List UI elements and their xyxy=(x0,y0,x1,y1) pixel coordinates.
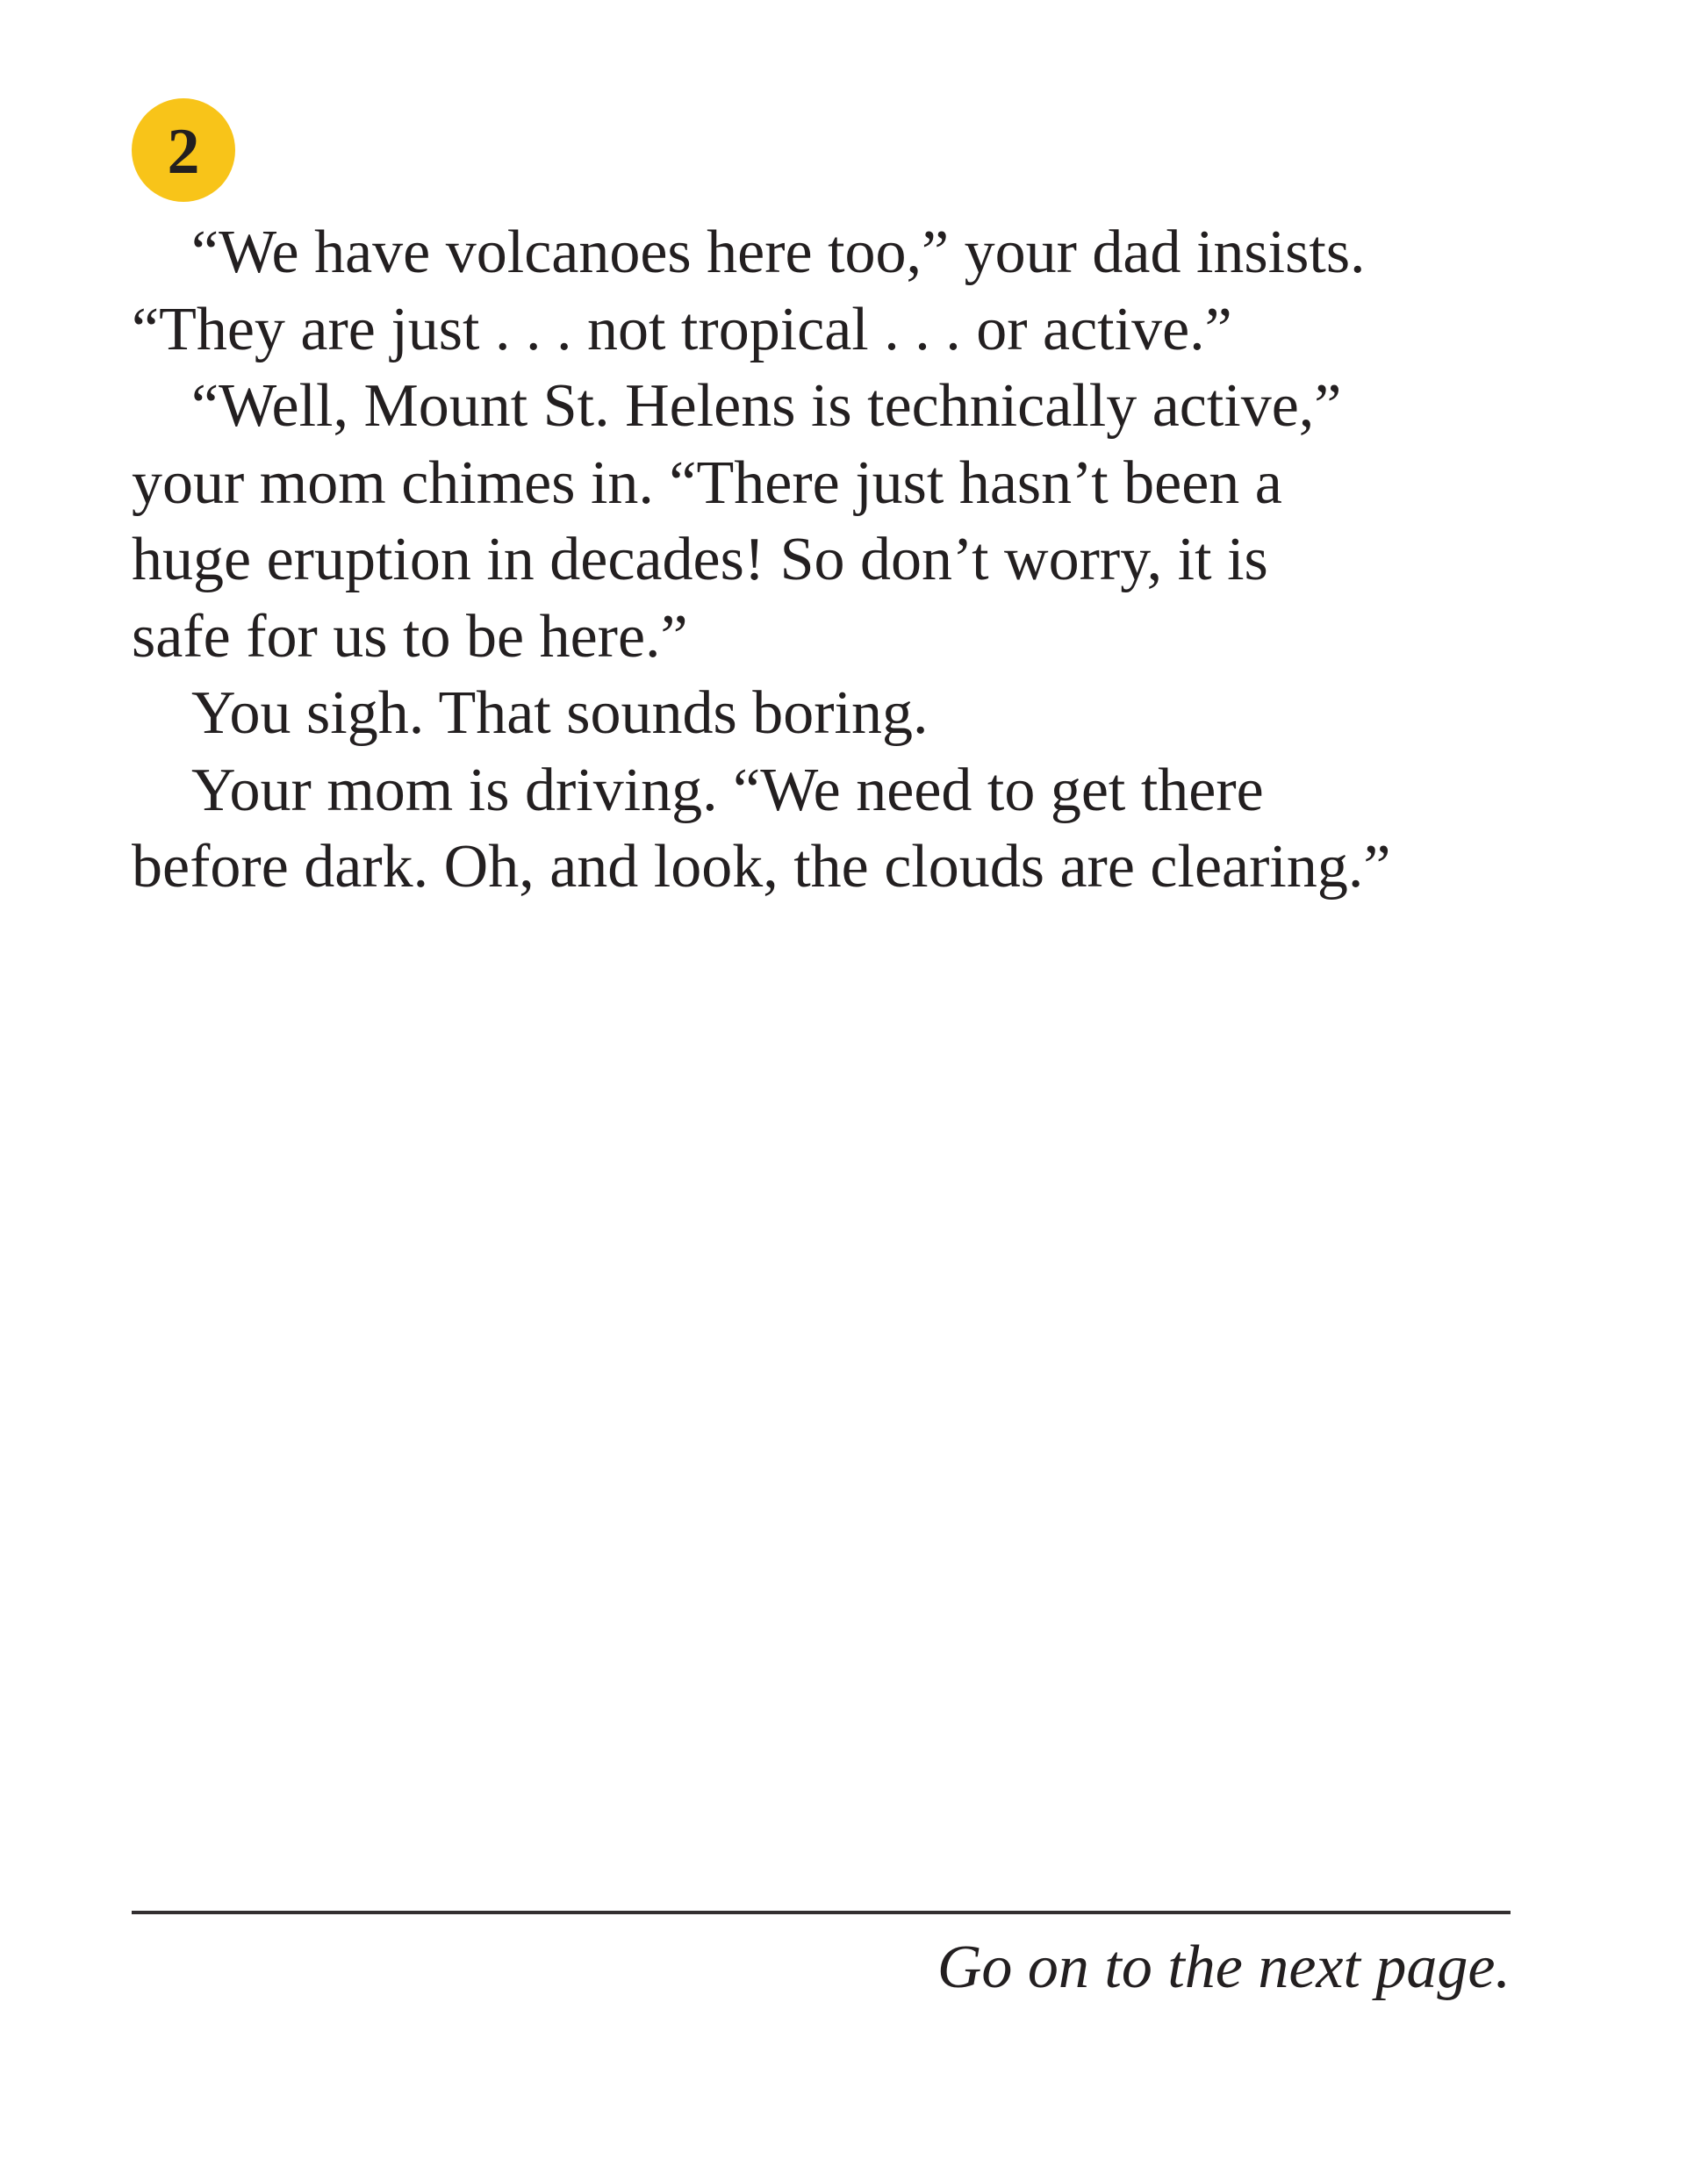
passage-line: huge eruption in decades! So don’t worry, it is xyxy=(132,526,1268,593)
passage-line: safe for us to be here.” xyxy=(132,602,688,671)
passage-line: Your mom is driving. “We need to get there xyxy=(191,756,1264,824)
passage-line: “They are just . . . not tropical . . . or active.” xyxy=(132,295,1232,363)
passage-line: You sigh. That sounds boring. xyxy=(191,679,929,747)
passage-line: “Well, Mount St. Helens is technically active,” xyxy=(191,372,1342,440)
passage-line: “We have volcanoes here too,” your dad insists. xyxy=(191,219,1366,286)
passage-line: your mom chimes in. “There just hasn’t been a xyxy=(132,449,1282,517)
question-number: 2 xyxy=(167,116,200,188)
next-page-instruction: Go on to the next page. xyxy=(937,1934,1511,2001)
passage xyxy=(132,214,1571,906)
question-number-badge xyxy=(132,98,235,202)
passage-line: before dark. Oh, and look, the clouds are clearing.” xyxy=(132,833,1391,901)
footer-divider xyxy=(132,1911,1511,1914)
